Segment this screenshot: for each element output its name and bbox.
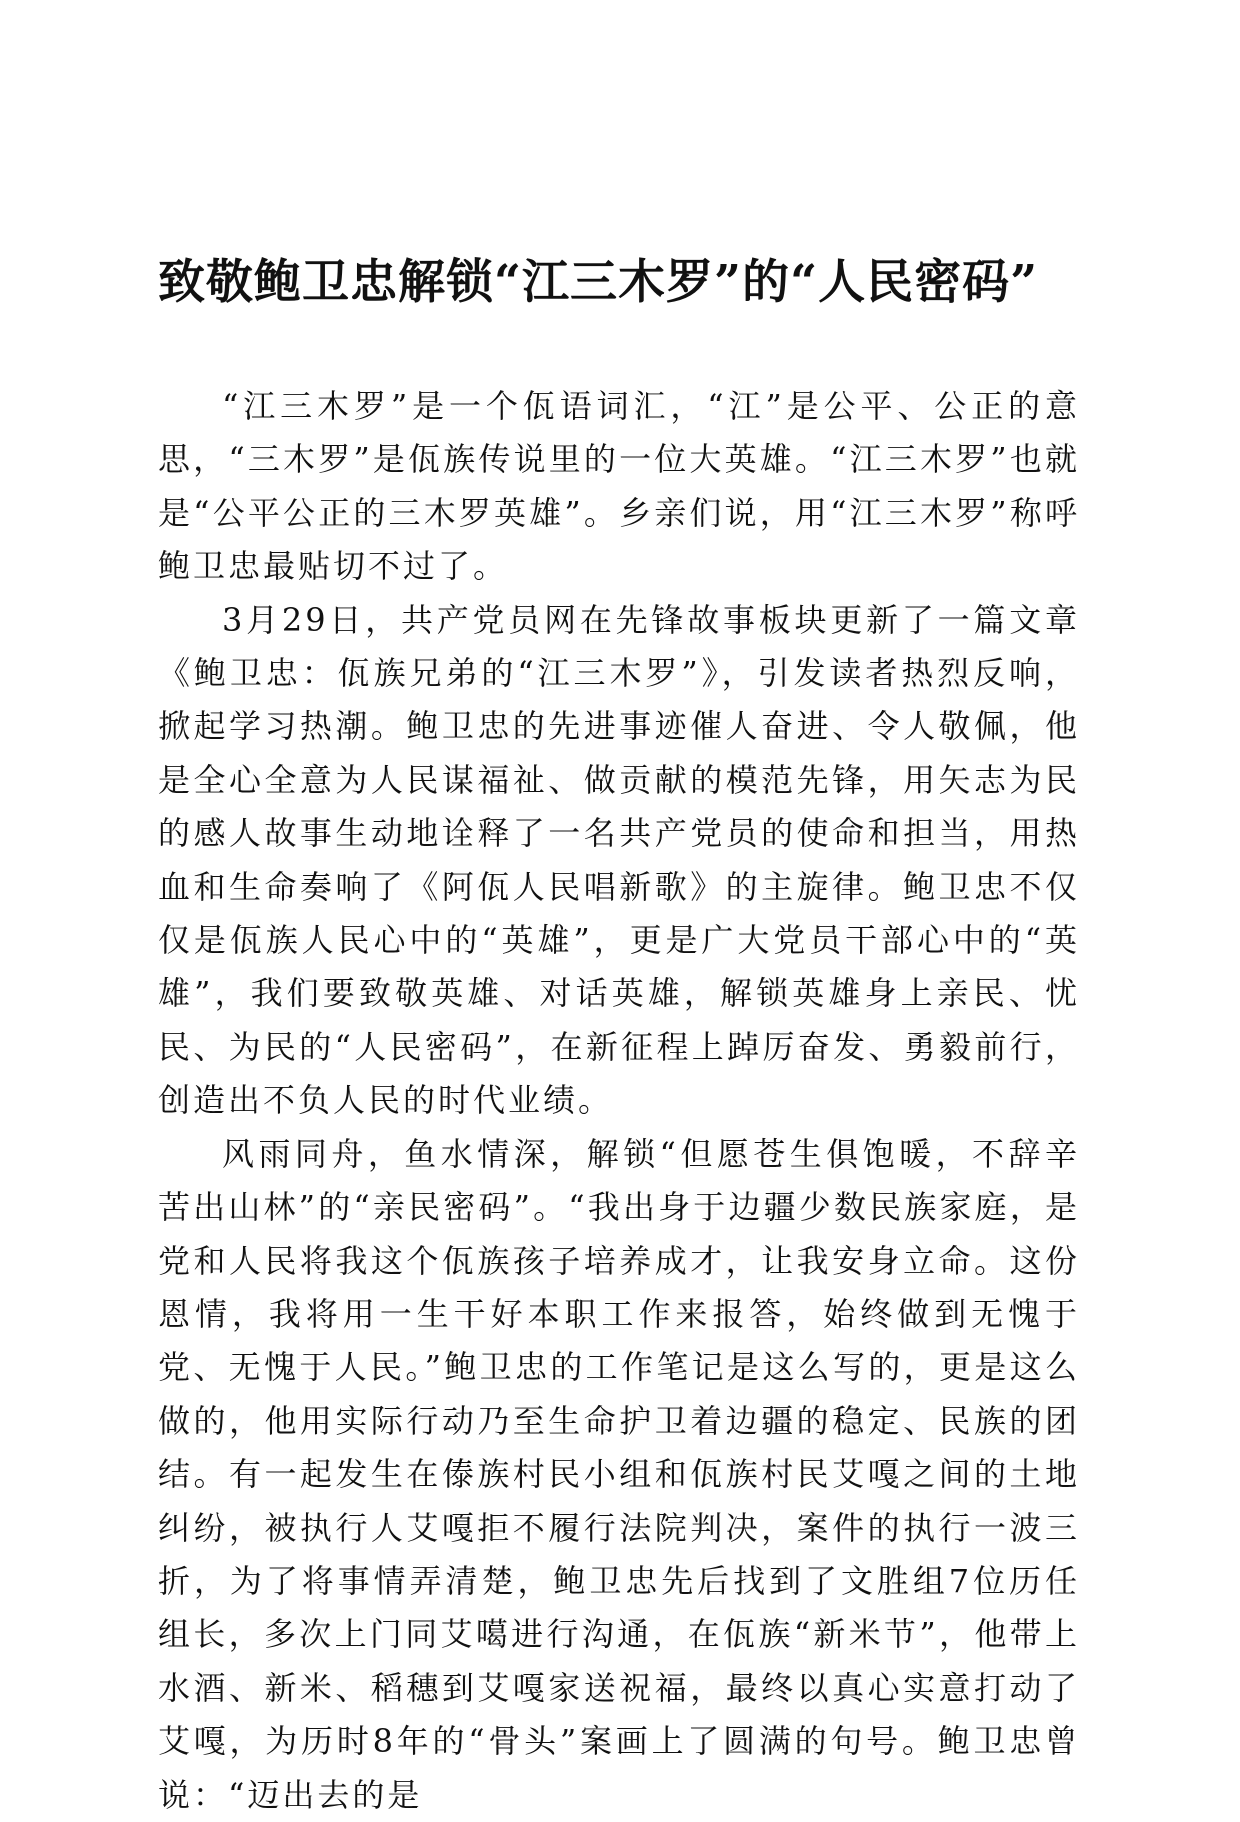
- document-title: 致敬鲍卫忠解锁“江三木罗”的“人民密码”: [158, 255, 1039, 310]
- paragraph-1: “江三木罗”是一个佤语词汇，“江”是公平、公正的意思，“三木罗”是佤族传说里的一位大英雄。“江三木罗”也就是“公平公正的三木罗英雄”。乡亲们说，用“江三木罗”称呼鲍卫忠最贴切不过了。: [158, 387, 1080, 586]
- paragraph-2: 3月29日，共产党员网在先锋故事板块更新了一篇文章《鲍卫忠：佤族兄弟的“江三木罗”》，引发读者热烈反响，掀起学习热潮。鲍卫忠的先进事迹催人奋进、令人敬佩，他是全心全意为人民谋福祉、做贡献的模范先锋，用矢志为民的感人故事生动地诠释了一名共产党员的使命和担当，用热血和生命奏响了《阿佤人民唱新歌》的主旋律。鲍卫忠不仅仅是佤族人民心中的“英雄”，更是广大党员干部心中的“英雄”，我们要致敬英雄、对话英雄，解锁英雄身上亲民、忧民、为民的“人民密码”，在新征程上踔厉奋发、勇毅前行，创造出不负人民的时代业绩。: [158, 600, 1080, 1120]
- paragraph-3: 风雨同舟，鱼水情深，解锁“但愿苍生俱饱暖，不辞辛苦出山林”的“亲民密码”。“我出身于边疆少数民族家庭，是党和人民将我这个佤族孩子培养成才，让我安身立命。这份恩情，我将用一生干好本职工作来报答，始终做到无愧于党、无愧于人民。”鲍卫忠的工作笔记是这么写的，更是这么做的，他用实际行动乃至生命护卫着边疆的稳定、民族的团结。有一起发生在傣族村民小组和佤族村民艾嘎之间的土地纠纷，被执行人艾嘎拒不履行法院判决，案件的执行一波三折，为了将事情弄清楚，鲍卫忠先后找到了文胜组7位历任组长，多次上门同艾噶进行沟通，在佤族“新米节”，他带上水酒、新米、稻穗到艾嘎家送祝福，最终以真心实意打动了艾嘎，为历时8年的“骨头”案画上了圆满的句号。鲍卫忠曾说：“迈出去的是: [158, 1134, 1080, 1814]
- document-body: [158, 380, 1080, 1822]
